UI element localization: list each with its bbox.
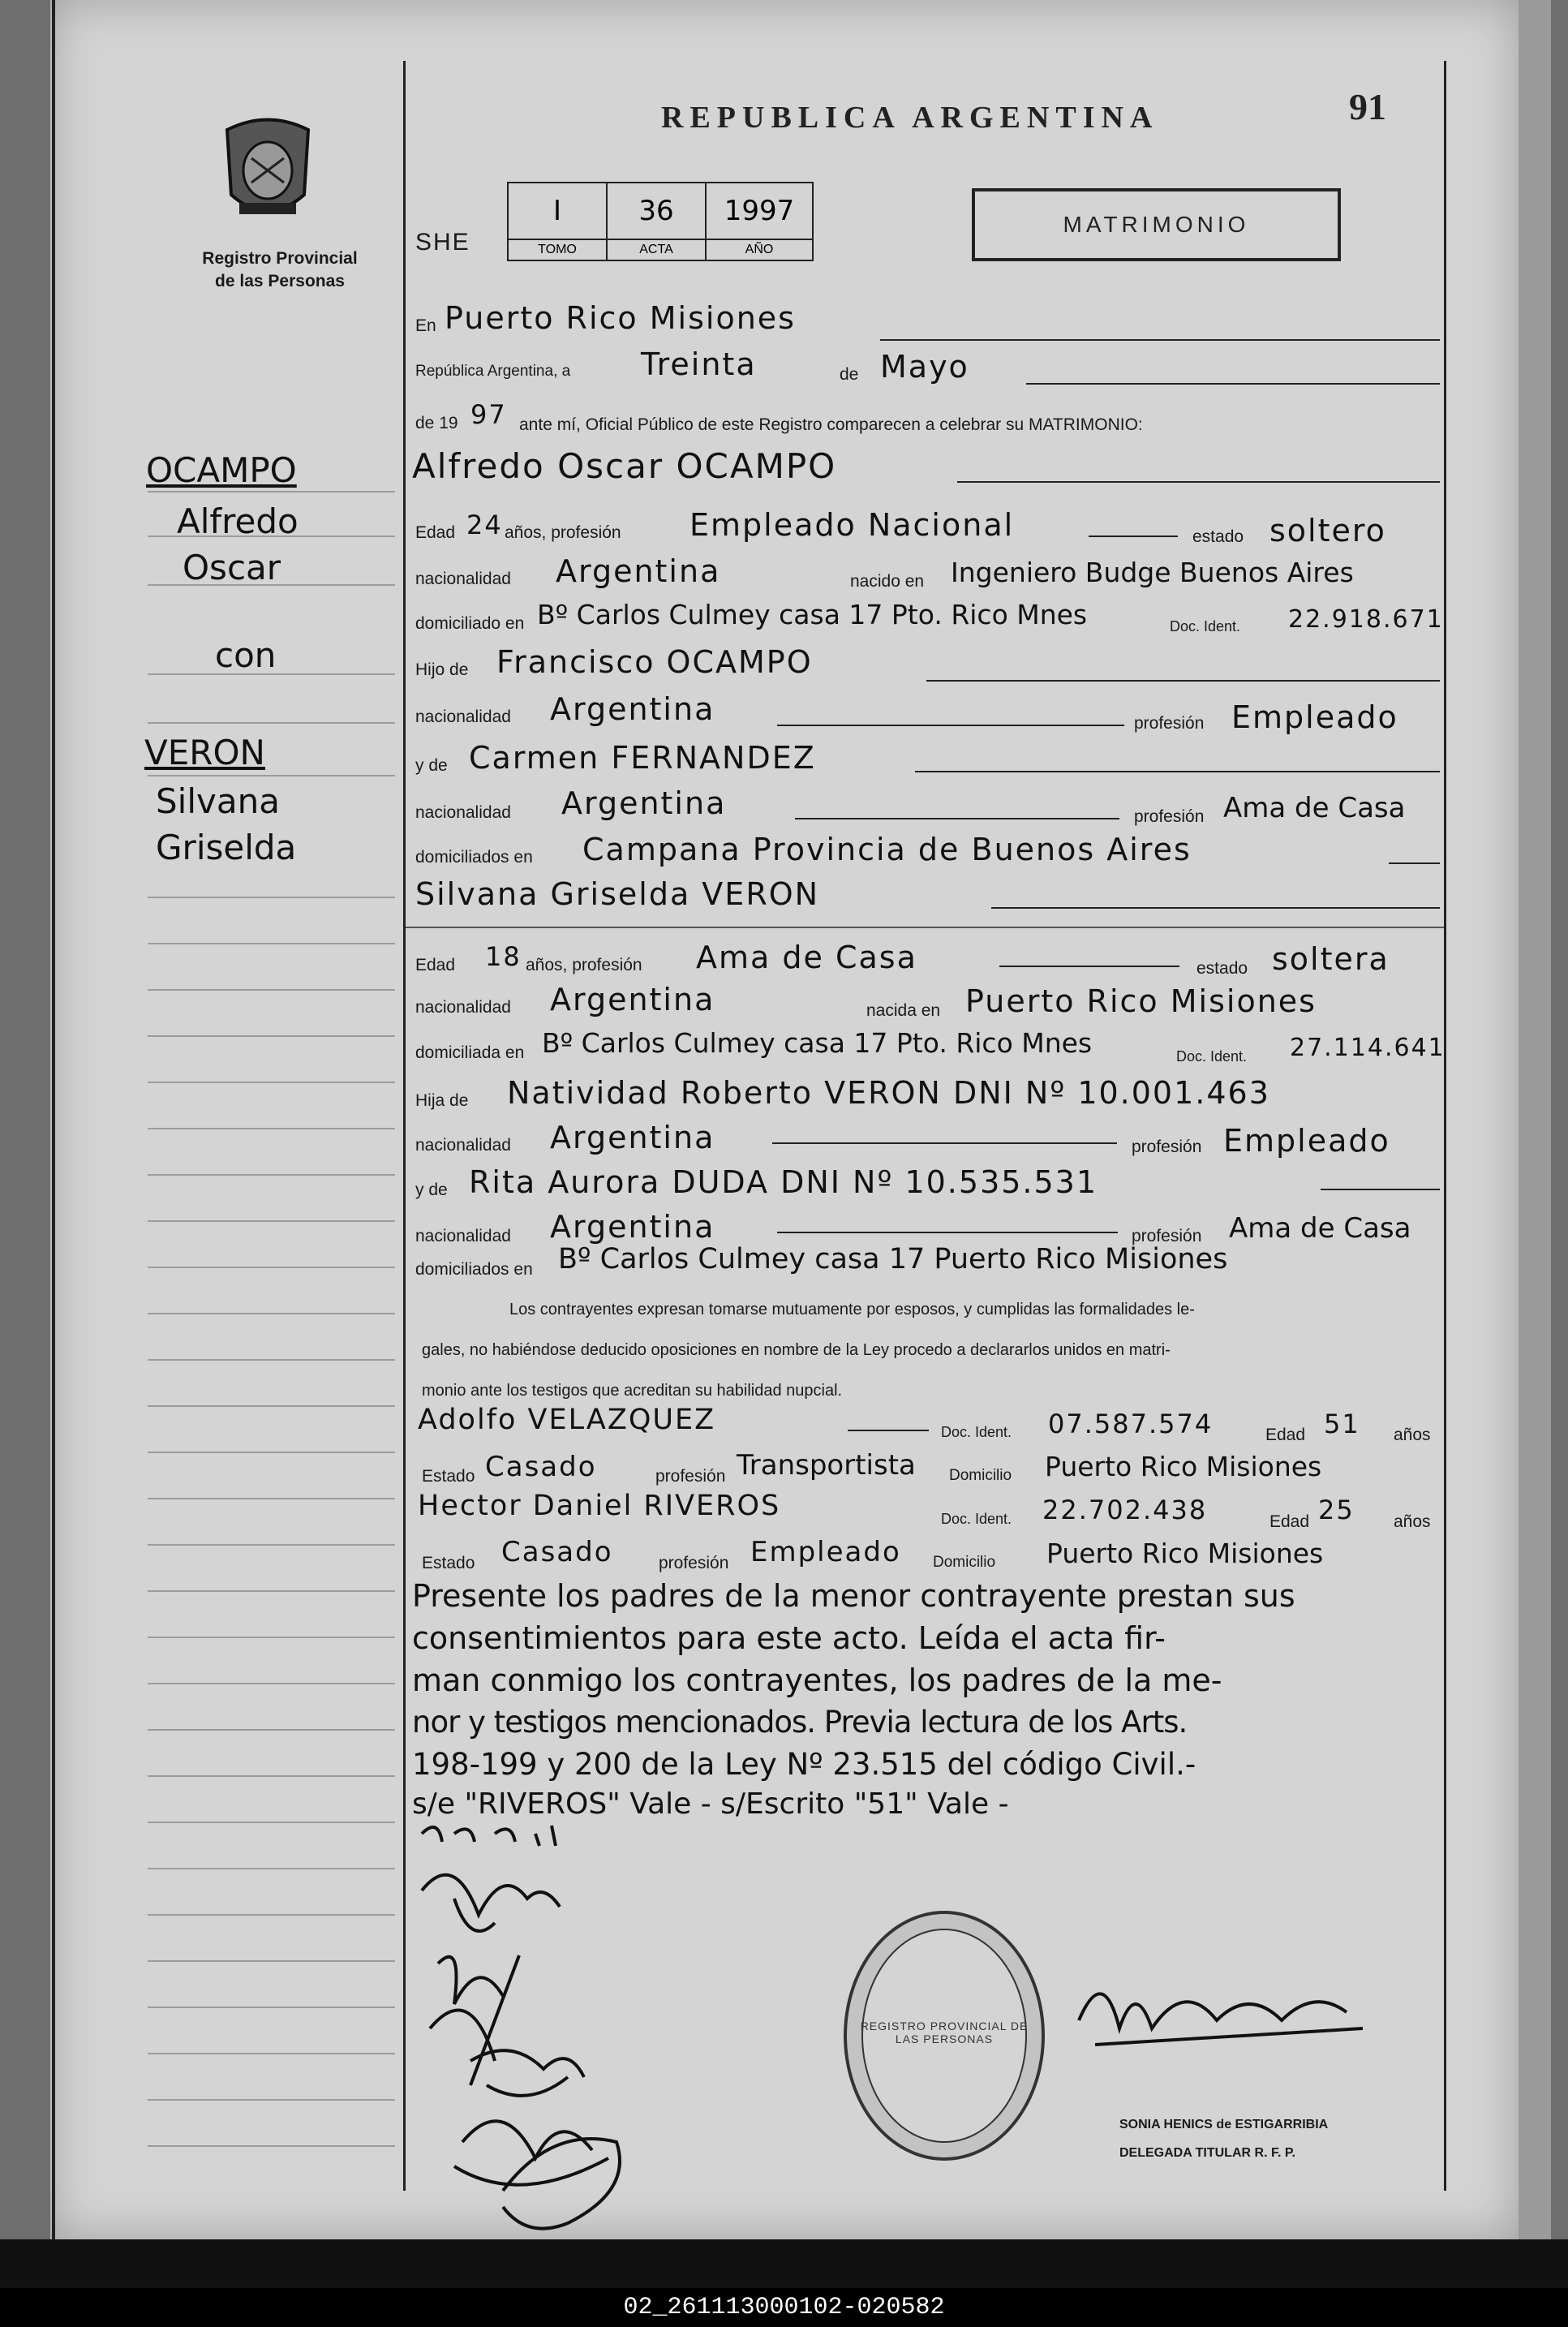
- label-nacionalidad: nacionalidad: [415, 1136, 511, 1155]
- fill-line: [999, 966, 1179, 967]
- label-de: de: [840, 365, 859, 384]
- margin-rule: [148, 1498, 395, 1499]
- signature-parent-1: [470, 2050, 584, 2096]
- groom-profession: Empleado Nacional: [689, 507, 1015, 543]
- label-doc-ident: Doc. Ident.: [1170, 618, 1241, 634]
- label-republica: República Argentina, a: [415, 363, 571, 380]
- fill-line: [795, 818, 1119, 819]
- label-profesion: profesión: [659, 1554, 729, 1572]
- signature-bride: [422, 1875, 560, 1931]
- fill-line: [1089, 536, 1178, 537]
- margin-rule: [148, 1267, 395, 1268]
- label-doc-ident: Doc. Ident.: [941, 1424, 1012, 1440]
- fill-line: [772, 1142, 1117, 1144]
- signatures-area: [406, 1817, 1444, 2239]
- groom-birthplace: Ingeniero Budge Buenos Aires: [951, 557, 1354, 588]
- label-nacionalidad: nacionalidad: [415, 1227, 511, 1245]
- label-profesion: profesión: [1134, 807, 1205, 826]
- witness-2-name: Hector Daniel RIVEROS: [418, 1490, 781, 1522]
- groom-mother: Carmen FERNANDEZ: [469, 740, 816, 776]
- margin-rule: [148, 1544, 395, 1546]
- fill-line: [915, 771, 1440, 772]
- label-domiciliados: domiciliados en: [415, 848, 533, 867]
- groom-nationality: Argentina: [556, 553, 721, 589]
- scan-border: [0, 2239, 1568, 2288]
- witness-2-status: Casado: [501, 1536, 613, 1568]
- intro-text: ante mí, Oficial Público de este Registro comparecen a celebrar su MATRIMONIO:: [519, 415, 1143, 434]
- label-nacionalidad: nacionalidad: [415, 708, 511, 726]
- label-anios: años: [1394, 1512, 1431, 1531]
- groom-father-nationality: Argentina: [550, 691, 715, 727]
- groom-mother-profession: Ama de Casa: [1223, 792, 1406, 824]
- bride-parents-address: Bº Carlos Culmey casa 17 Puerto Rico Misiones: [558, 1243, 1228, 1275]
- witness-2-age: 25: [1318, 1495, 1355, 1525]
- witness-1-age: 51: [1324, 1409, 1360, 1439]
- groom-doc-number: 22.918.671: [1288, 605, 1444, 634]
- label-anios-profesion: años, profesión: [505, 523, 621, 542]
- margin-rule: [148, 1729, 395, 1731]
- officer-title: DELEGADA TITULAR R. F. P.: [1119, 2146, 1295, 2160]
- label-hija-de: Hija de: [415, 1091, 469, 1110]
- margin-rule: [148, 775, 395, 776]
- acta-value: 36: [607, 183, 706, 239]
- label-edad: Edad: [415, 956, 456, 974]
- margin-bride-name2: Griselda: [156, 828, 297, 867]
- margin-con: con: [215, 635, 277, 675]
- bride-doc-number: 27.114.641: [1290, 1034, 1446, 1062]
- margin-groom-name1: Alfredo: [177, 501, 299, 541]
- label-profesion: profesión: [1134, 714, 1205, 733]
- margin-rule: [148, 1082, 395, 1083]
- month: Mayo: [880, 349, 969, 385]
- label-domiciliado: domiciliado en: [415, 614, 525, 633]
- label-y-de: y de: [415, 1181, 448, 1199]
- fill-line: [957, 481, 1440, 483]
- label-edad: Edad: [1265, 1426, 1306, 1444]
- margin-rule: [148, 2053, 395, 2054]
- witness-1-doc: 07.587.574: [1048, 1409, 1214, 1439]
- day: Treinta: [641, 346, 757, 382]
- page-number: 91: [1349, 86, 1386, 127]
- witness-2-doc: 22.702.438: [1042, 1495, 1208, 1525]
- bride-mother-profession: Ama de Casa: [1229, 1212, 1411, 1245]
- margin-rule: [148, 1035, 395, 1037]
- registry-emblem-icon: [219, 114, 316, 227]
- note-line-3: man conmigo los contrayentes, los padres de la me-: [412, 1662, 1222, 1698]
- witness-1-name: Adolfo VELAZQUEZ: [418, 1404, 716, 1436]
- anio-label: AÑO: [706, 239, 813, 260]
- label-nacida: nacida en: [866, 1001, 941, 1020]
- margin-bride-surname: VERON: [144, 733, 265, 772]
- note-line-4: nor y testigos mencionados. Previa lectura de los Arts.: [412, 1705, 1188, 1740]
- margin-rule: [148, 2099, 395, 2101]
- margin-rule: [148, 1683, 395, 1684]
- bride-birthplace: Puerto Rico Misiones: [965, 983, 1317, 1019]
- section-divider: [406, 927, 1444, 928]
- bride-father-profession: Empleado: [1223, 1123, 1390, 1159]
- margin-rule: [148, 2007, 395, 2008]
- label-estado-civil: Estado: [422, 1554, 475, 1572]
- label-y-de: y de: [415, 756, 448, 775]
- note-line-5: 198-199 y 200 de la Ley Nº 23.515 del código Civil.-: [412, 1747, 1196, 1782]
- fill-line: [926, 680, 1440, 682]
- groom-address: Bº Carlos Culmey casa 17 Pto. Rico Mnes: [537, 599, 1088, 630]
- witness-1-status: Casado: [485, 1451, 597, 1483]
- label-domiciliada: domiciliada en: [415, 1043, 525, 1062]
- margin-groom-surname: OCAMPO: [146, 450, 297, 490]
- label-doc-ident: Doc. Ident.: [941, 1511, 1012, 1527]
- officer-name: SONIA HENICS de ESTIGARRIBIA: [1119, 2118, 1329, 2131]
- label-nacionalidad: nacionalidad: [415, 803, 511, 822]
- witness-1-profession: Transportista: [737, 1449, 916, 1482]
- margin-rule: [148, 1775, 395, 1777]
- bride-mother: Rita Aurora DUDA DNI Nº 10.535.531: [469, 1164, 1098, 1200]
- groom-marital-status: soltero: [1269, 513, 1386, 548]
- label-anios-profesion: años, profesión: [526, 956, 642, 974]
- label-estado: estado: [1196, 959, 1248, 978]
- margin-rule: [148, 989, 395, 991]
- page-edge: [1519, 0, 1551, 2239]
- label-profesion: profesión: [1132, 1138, 1202, 1156]
- margin-rule: [148, 722, 395, 724]
- margin-rule: [148, 1590, 395, 1592]
- label-domiciliados: domiciliados en: [415, 1260, 533, 1279]
- record-type-box: MATRIMONIO: [972, 188, 1341, 261]
- bride-address: Bº Carlos Culmey casa 17 Pto. Rico Mnes: [542, 1027, 1093, 1059]
- fill-line: [880, 339, 1440, 341]
- label-hijo-de: Hijo de: [415, 660, 469, 679]
- scan-caption: 02_261113000102-020582: [0, 2288, 1568, 2327]
- margin-rule: [148, 1359, 395, 1361]
- declaration-line-2: gales, no habiéndose deducido oposiciones en nombre de la Ley procedo a declararlos unidos en matri-: [422, 1341, 1171, 1359]
- signature-officer: [1079, 1994, 1363, 2045]
- margin-groom-name2: Oscar: [183, 548, 281, 587]
- registry-index-table: [507, 182, 814, 261]
- label-doc-ident: Doc. Ident.: [1176, 1048, 1248, 1065]
- bride-nationality: Argentina: [550, 982, 715, 1017]
- fill-line: [991, 907, 1440, 909]
- label-profesion: profesión: [1132, 1227, 1202, 1245]
- margin-rule: [148, 1637, 395, 1638]
- note-line-2: consentimientos para este acto. Leída el acta fir-: [412, 1620, 1166, 1656]
- margin-rule: [148, 1452, 395, 1453]
- fill-line: [1389, 862, 1440, 864]
- groom-parents-address: Campana Provincia de Buenos Aires: [582, 832, 1192, 867]
- margin-rule: [148, 897, 395, 898]
- label-domicilio: Domicilio: [933, 1554, 996, 1571]
- note-line-1: Presente los padres de la menor contrayente prestan sus: [412, 1578, 1295, 1614]
- label-estado-civil: Estado: [422, 1467, 475, 1486]
- note-line-6: s/e "RIVEROS" Vale - s/Escrito "51" Vale -: [412, 1787, 1009, 1821]
- margin-rule: [148, 1868, 395, 1869]
- tomo-value: I: [508, 183, 607, 239]
- label-nacionalidad: nacionalidad: [415, 570, 511, 588]
- year-suffix: 97: [470, 399, 507, 430]
- margin-rule: [148, 943, 395, 944]
- signature-witness-1: [430, 1955, 519, 2085]
- margin-rule: [148, 1174, 395, 1176]
- groom-mother-nationality: Argentina: [561, 785, 727, 821]
- groom-full-name: Alfredo Oscar OCAMPO: [412, 446, 837, 486]
- witness-2-address: Puerto Rico Misiones: [1046, 1538, 1324, 1569]
- anio-value: 1997: [706, 183, 813, 239]
- label-edad: Edad: [1269, 1512, 1310, 1531]
- groom-father: Francisco OCAMPO: [496, 644, 813, 680]
- label-nacido: nacido en: [850, 572, 925, 591]
- witness-1-address: Puerto Rico Misiones: [1045, 1451, 1322, 1482]
- label-anios: años: [1394, 1426, 1431, 1444]
- fill-line: [1026, 383, 1440, 385]
- place: Puerto Rico Misiones: [445, 300, 796, 336]
- witness-2-profession: Empleado: [750, 1536, 901, 1568]
- bride-full-name: Silvana Griselda VERON: [415, 876, 820, 912]
- label-profesion: profesión: [655, 1467, 726, 1486]
- fill-line: [848, 1430, 929, 1431]
- margin-rule: [148, 1220, 395, 1222]
- label-en: En: [415, 316, 436, 335]
- margin-bride-name1: Silvana: [156, 781, 280, 821]
- acta-label: ACTA: [607, 239, 706, 260]
- declaration-line-3: monio ante los testigos que acreditan su habilidad nupcial.: [422, 1382, 843, 1400]
- margin-rule: [148, 1960, 395, 1962]
- margin-rule: [148, 491, 395, 492]
- left-page-edge-line: [52, 0, 55, 2239]
- fill-line: [777, 725, 1124, 726]
- bride-father: Natividad Roberto VERON DNI Nº 10.001.463: [507, 1075, 1270, 1111]
- margin-rule: [148, 1822, 395, 1823]
- label-de-19: de 19: [415, 414, 458, 432]
- right-margin-line: [1444, 61, 1446, 2191]
- bride-father-nationality: Argentina: [550, 1120, 715, 1155]
- margin-rule: [148, 1313, 395, 1314]
- fill-line: [777, 1232, 1118, 1233]
- declaration-line-1: Los contrayentes expresan tomarse mutuamente por esposos, y cumplidas las formalidades le-: [509, 1301, 1195, 1318]
- registry-label: Registro Provincial de las Personas: [202, 249, 358, 290]
- seal-text: REGISTRO PROVINCIAL DE LAS PERSONAS: [860, 2019, 1029, 2045]
- bride-age: 18: [485, 941, 522, 972]
- she-label: SHE: [415, 229, 470, 256]
- bride-mother-nationality: Argentina: [550, 1209, 715, 1245]
- country-title: REPUBLICA ARGENTINA: [661, 101, 1159, 135]
- margin-rule: [148, 1128, 395, 1129]
- label-edad: Edad: [415, 523, 456, 542]
- bride-profession: Ama de Casa: [696, 940, 917, 975]
- tomo-label: TOMO: [508, 239, 607, 260]
- bride-marital-status: soltera: [1272, 941, 1390, 977]
- fill-line: [1321, 1189, 1440, 1190]
- signature-groom: [422, 1826, 556, 1846]
- groom-age: 24: [466, 510, 503, 540]
- margin-rule: [148, 1405, 395, 1407]
- label-nacionalidad: nacionalidad: [415, 998, 511, 1017]
- label-domicilio: Domicilio: [949, 1467, 1012, 1484]
- official-seal: [844, 1911, 1045, 2161]
- label-estado: estado: [1192, 527, 1244, 546]
- margin-rule: [148, 2145, 395, 2147]
- groom-father-profession: Empleado: [1231, 699, 1398, 735]
- signature-witness-2: [454, 2121, 608, 2184]
- margin-rule: [148, 1914, 395, 1916]
